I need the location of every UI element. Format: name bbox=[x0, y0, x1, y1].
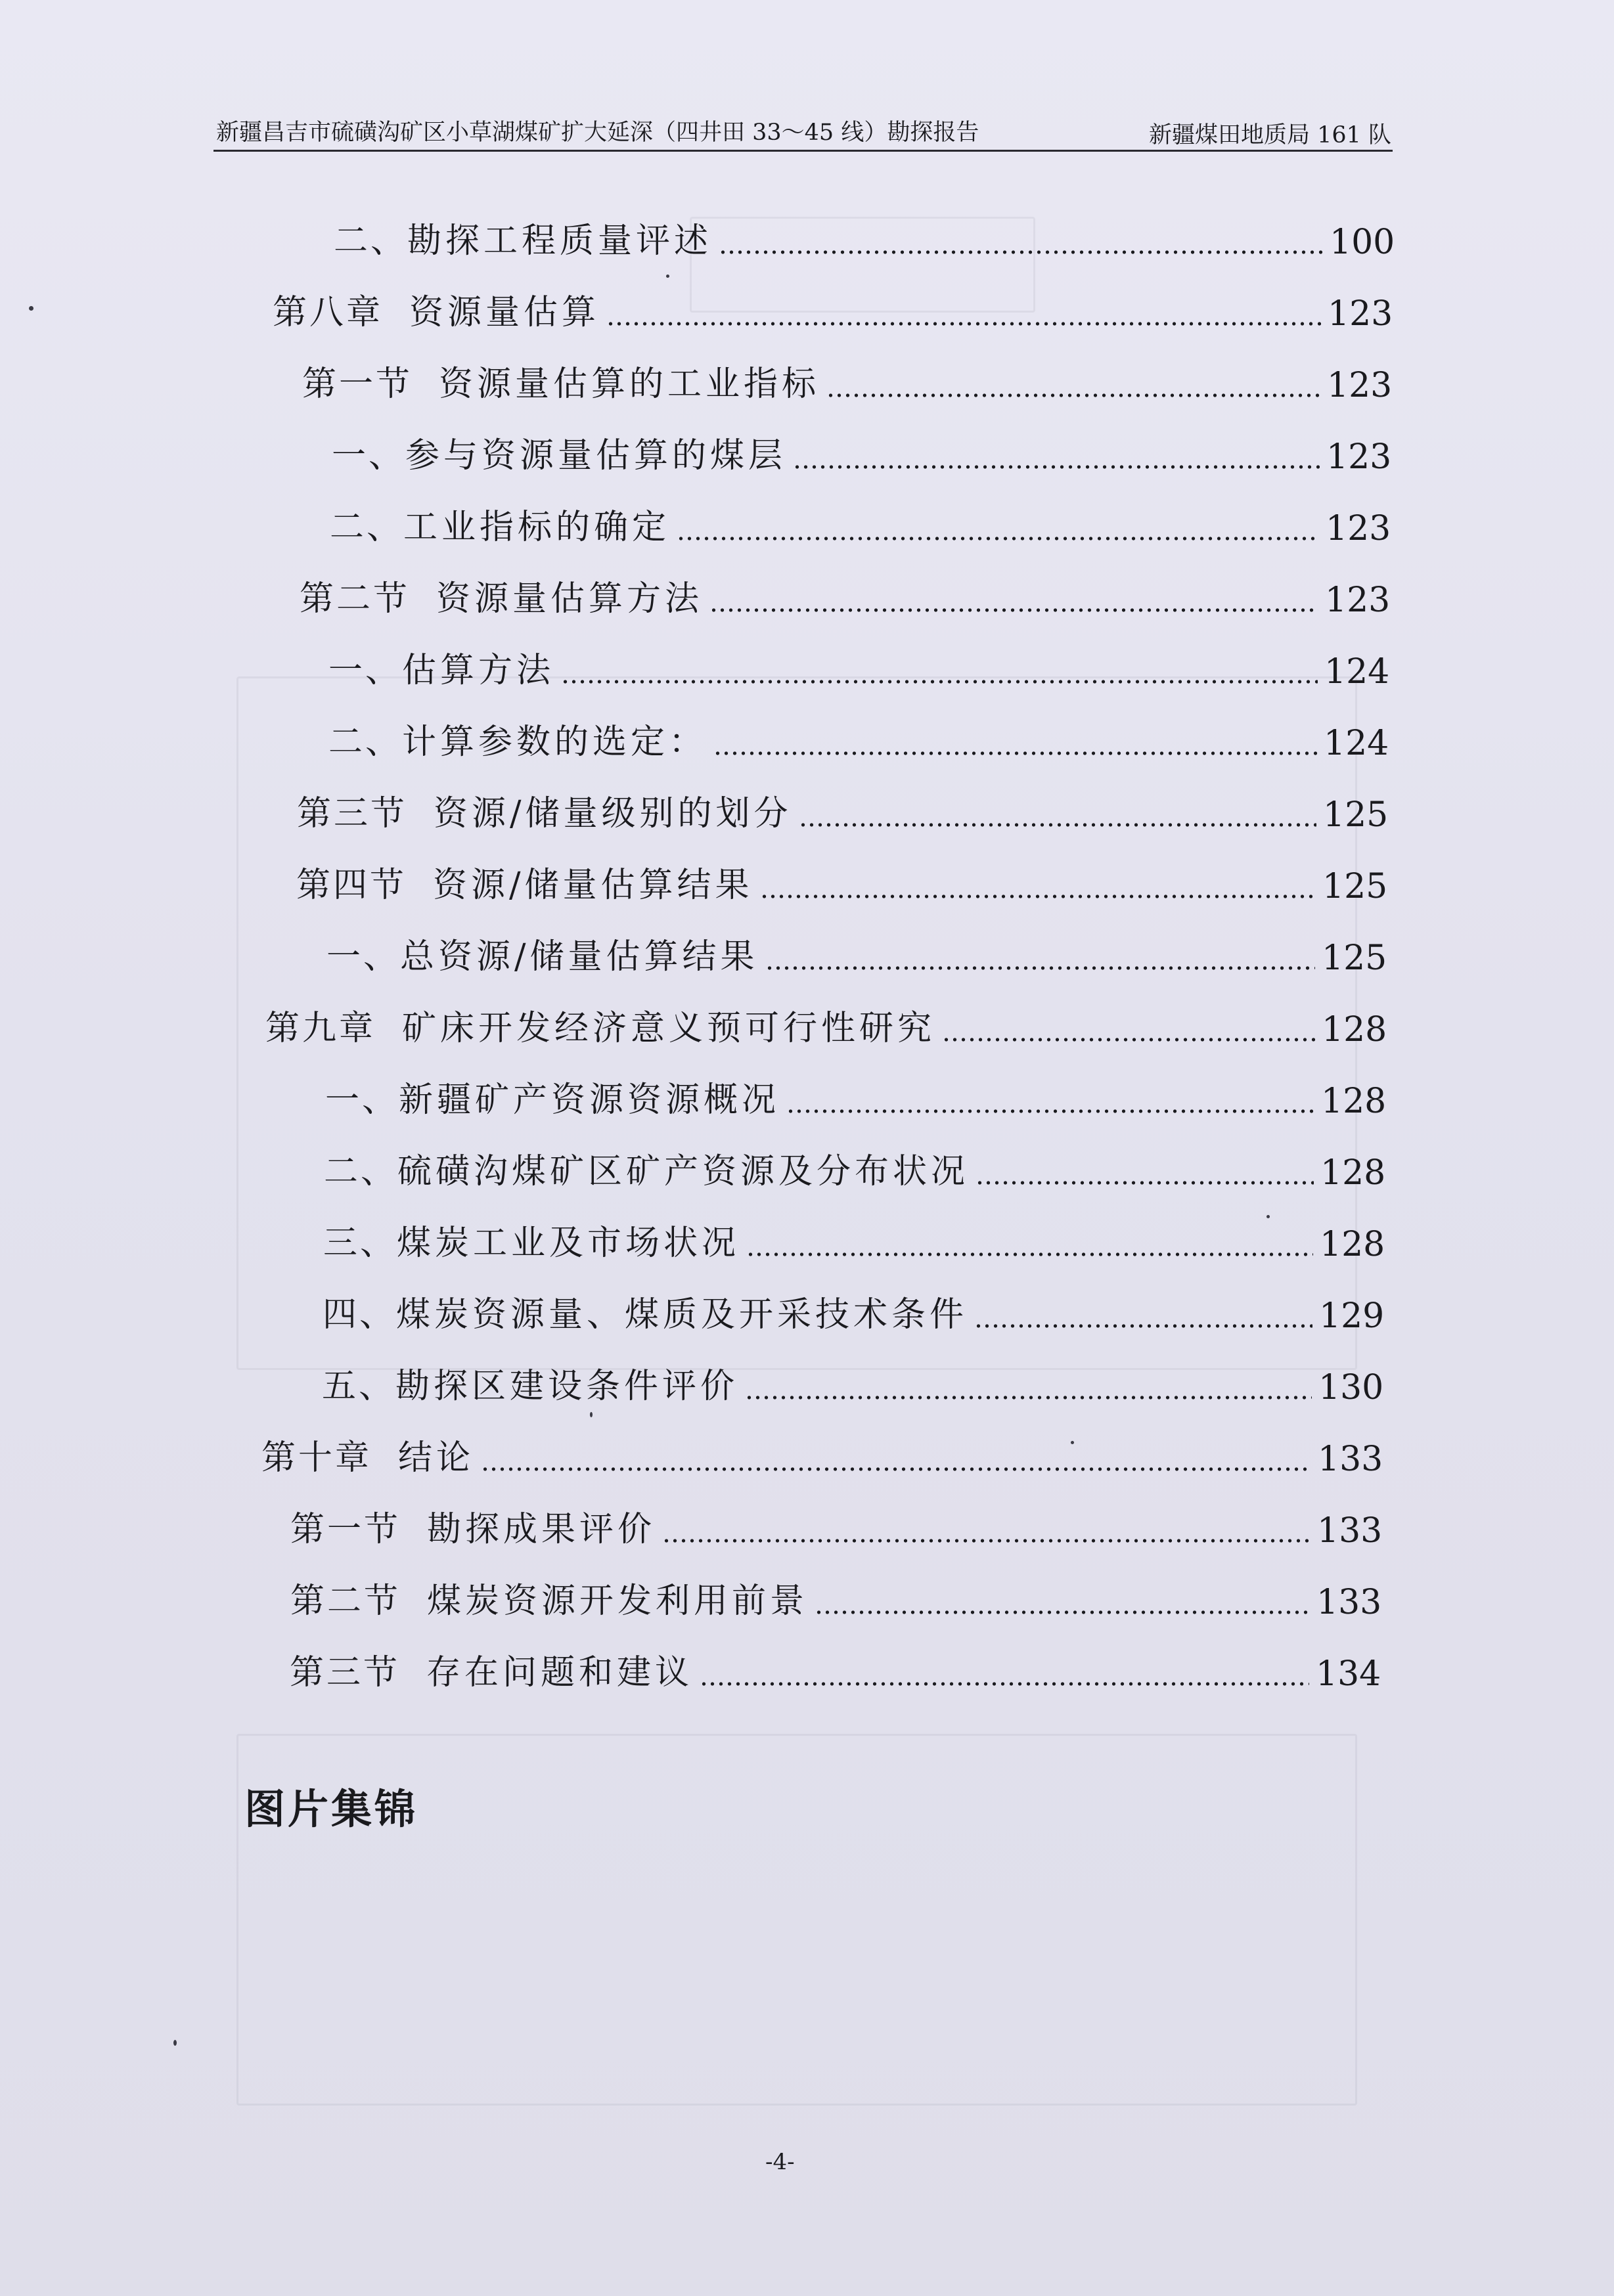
toc-leader-dots bbox=[481, 1466, 1311, 1472]
toc-leader-dots bbox=[719, 249, 1323, 255]
toc-entry-page: 123 bbox=[1328, 294, 1393, 334]
toc-entry-page: 125 bbox=[1323, 795, 1389, 835]
toc-entry-page: 133 bbox=[1318, 1440, 1383, 1479]
toc-leader-dots bbox=[826, 392, 1320, 399]
toc-entry-number: 第八章 bbox=[273, 293, 384, 332]
toc-entry-title: 存在问题和建议 bbox=[426, 1653, 694, 1692]
toc-entry-title: 煤炭工业及市场状况 bbox=[397, 1224, 740, 1263]
toc-leader-dots bbox=[746, 1251, 1313, 1258]
toc-entry-number: 第一节 bbox=[290, 1510, 401, 1549]
toc-leader-dots bbox=[765, 965, 1315, 971]
toc-entry-page: 128 bbox=[1322, 1010, 1387, 1049]
report-title: 新疆昌吉市硫磺沟矿区小草湖煤矿扩大延深（四井田 33～45 线）勘探报告 bbox=[216, 120, 979, 146]
toc-entry-page: 124 bbox=[1324, 652, 1390, 692]
toc-entry-page: 123 bbox=[1326, 509, 1391, 548]
toc-entry[interactable] bbox=[290, 1648, 1381, 1694]
toc-entry-number: 第九章 bbox=[265, 1009, 376, 1048]
toc-entry-number: 第二节 bbox=[290, 1581, 401, 1621]
toc-entry-page: 128 bbox=[1320, 1153, 1386, 1193]
toc-entry-number: 一、 bbox=[328, 651, 403, 690]
running-header bbox=[213, 110, 1393, 152]
toc-entry-number: 二、 bbox=[334, 221, 408, 261]
toc-entry-title: 矿床开发经济意义预可行性研究 bbox=[402, 1009, 936, 1048]
toc-leader-dots bbox=[799, 822, 1316, 828]
toc-entry-page: 123 bbox=[1325, 581, 1391, 620]
toc-entry[interactable] bbox=[323, 1290, 1385, 1336]
toc-leader-dots bbox=[700, 1681, 1309, 1687]
toc-entry-title: 计算参数的选定： bbox=[402, 722, 707, 762]
toc-entry-page: 100 bbox=[1330, 223, 1395, 262]
toc-leader-dots bbox=[793, 464, 1320, 470]
toc-entry-number: 二、 bbox=[330, 508, 404, 547]
toc-entry-page: 123 bbox=[1327, 366, 1393, 405]
toc-leader-dots bbox=[974, 1323, 1312, 1329]
toc-entry-title: 工业指标的确定 bbox=[403, 508, 671, 547]
toc-entry-number: 二、 bbox=[324, 1152, 398, 1191]
page-number: -4- bbox=[765, 2149, 795, 2175]
toc-entry[interactable] bbox=[334, 216, 1395, 262]
scan-speck bbox=[173, 2040, 177, 2046]
toc-leader-dots bbox=[942, 1036, 1315, 1043]
toc-entry-title: 参与资源量估算的煤层 bbox=[405, 436, 787, 475]
toc-entry-title: 煤炭资源量、煤质及开采技术条件 bbox=[396, 1295, 968, 1335]
scan-speck bbox=[1071, 1441, 1074, 1444]
toc-leader-dots bbox=[662, 1537, 1311, 1544]
toc-entry-number: 第二节 bbox=[300, 579, 411, 619]
toc-leader-dots bbox=[760, 893, 1316, 900]
toc-entry-page: 134 bbox=[1316, 1654, 1381, 1694]
toc-entry[interactable] bbox=[322, 1361, 1384, 1407]
toc-entry[interactable] bbox=[330, 502, 1391, 548]
toc-entry-number: 一、 bbox=[326, 937, 401, 977]
toc-entry-title: 煤炭资源开发利用前景 bbox=[427, 1581, 809, 1621]
scan-speck bbox=[29, 306, 34, 311]
toc-entry-title: 新疆矿产资源资源概况 bbox=[399, 1080, 780, 1120]
toc-entry[interactable] bbox=[290, 1505, 1383, 1551]
toc-entry-page: 133 bbox=[1317, 1511, 1383, 1551]
toc-entry[interactable] bbox=[265, 1004, 1387, 1049]
toc-entry[interactable] bbox=[332, 431, 1392, 477]
toc-entry-page: 123 bbox=[1326, 437, 1392, 477]
toc-entry-number: 三、 bbox=[323, 1224, 397, 1263]
toc-leader-dots bbox=[745, 1394, 1312, 1401]
toc-leader-dots bbox=[709, 607, 1318, 613]
toc-entry-page: 128 bbox=[1320, 1225, 1385, 1264]
toc-entry[interactable] bbox=[300, 574, 1391, 620]
organization-name: 新疆煤田地质局 161 队 bbox=[1148, 122, 1391, 148]
toc-entry[interactable] bbox=[326, 932, 1387, 978]
toc-entry-number: 四、 bbox=[323, 1295, 397, 1335]
toc-entry-title: 勘探工程质量评述 bbox=[407, 221, 713, 261]
toc-entry-page: 128 bbox=[1321, 1082, 1387, 1121]
toc-entry-title: 硫磺沟煤矿区矿产资源及分布状况 bbox=[397, 1152, 970, 1191]
toc-entry[interactable] bbox=[273, 288, 1393, 334]
toc-entry-number: 二、 bbox=[328, 722, 403, 762]
toc-leader-dots bbox=[975, 1180, 1314, 1186]
toc-entry-number: 第四节 bbox=[296, 866, 407, 905]
scan-speck bbox=[1267, 1215, 1270, 1218]
toc-leader-dots bbox=[677, 535, 1319, 542]
toc-entry[interactable] bbox=[328, 646, 1390, 692]
toc-entry-title: 勘探成果评价 bbox=[427, 1510, 656, 1549]
toc-leader-dots bbox=[815, 1609, 1310, 1616]
toc-entry-title: 资源/储量估算结果 bbox=[433, 866, 753, 905]
toc-entry-number: 第一节 bbox=[302, 364, 413, 404]
toc-entry[interactable] bbox=[290, 1576, 1382, 1622]
toc-entry-page: 133 bbox=[1316, 1583, 1382, 1622]
toc-entry-title: 勘探区建设条件评价 bbox=[395, 1367, 739, 1406]
toc-leader-dots bbox=[786, 1108, 1314, 1115]
toc-entry[interactable] bbox=[297, 789, 1389, 835]
toc-entry-page: 129 bbox=[1319, 1296, 1385, 1336]
toc-entry-page: 124 bbox=[1324, 724, 1389, 763]
toc-entry[interactable] bbox=[325, 1075, 1387, 1121]
toc-leader-dots bbox=[606, 320, 1321, 327]
toc-entry-title: 估算方法 bbox=[402, 651, 555, 690]
toc-leader-dots bbox=[713, 750, 1317, 757]
toc-entry[interactable] bbox=[323, 1218, 1385, 1264]
toc-entry-page: 125 bbox=[1322, 938, 1387, 978]
toc-entry-number: 五、 bbox=[322, 1367, 396, 1406]
section-heading: 图片集锦 bbox=[244, 1785, 418, 1833]
toc-entry[interactable] bbox=[261, 1433, 1383, 1479]
toc-entry-title: 资源量估算方法 bbox=[436, 579, 704, 619]
scan-speck bbox=[590, 1412, 593, 1417]
scan-speck bbox=[666, 275, 669, 278]
toc-entry-number: 一、 bbox=[325, 1080, 399, 1120]
toc-entry-number: 第三节 bbox=[297, 794, 408, 833]
toc-entry-title: 结论 bbox=[398, 1438, 475, 1478]
toc-entry[interactable] bbox=[296, 860, 1388, 906]
toc-entry-title: 资源量估算 bbox=[409, 293, 600, 332]
toc-entry-number: 一、 bbox=[332, 436, 406, 475]
toc-entry-number: 第十章 bbox=[261, 1438, 372, 1478]
toc-entry[interactable] bbox=[324, 1147, 1386, 1193]
toc-entry-title: 总资源/储量估算结果 bbox=[400, 937, 759, 977]
toc-entry[interactable] bbox=[302, 359, 1393, 405]
toc-entry-page: 125 bbox=[1322, 867, 1388, 906]
toc-leader-dots bbox=[561, 678, 1318, 685]
toc-entry-title: 资源量估算的工业指标 bbox=[439, 364, 820, 404]
toc-entry-number: 第三节 bbox=[290, 1653, 401, 1692]
toc-entry-page: 130 bbox=[1318, 1368, 1384, 1407]
toc-entry[interactable] bbox=[328, 717, 1389, 763]
toc-entry-title: 资源/储量级别的划分 bbox=[434, 794, 792, 833]
